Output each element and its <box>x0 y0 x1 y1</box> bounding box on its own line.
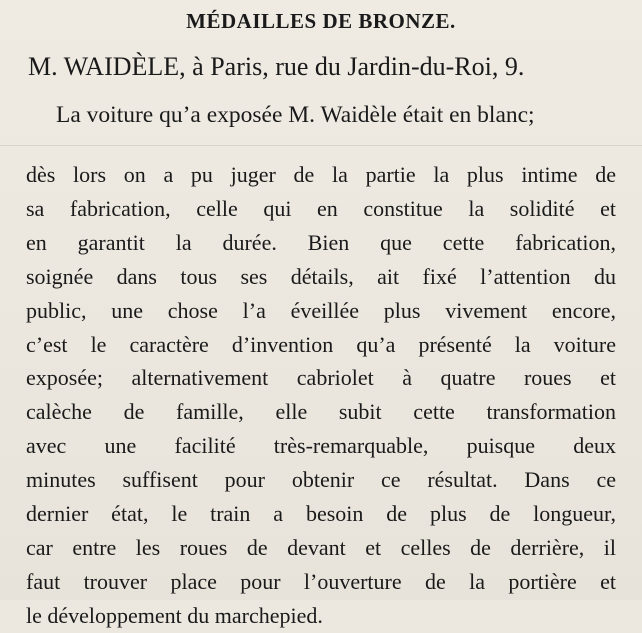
text-line: dès lors on a pu juger de la partie la plus intime de <box>26 162 616 187</box>
text-line: dernier état, le train a besoin de plus de longueur, <box>26 501 616 527</box>
intro-line: La voiture qu’a exposée M. Waidèle était en blanc; <box>56 102 535 128</box>
text-line: minutes suffisent pour obtenir ce résultat. Dans ce <box>26 467 616 493</box>
text-line: avec une facilité très-remarquable, puisque deux <box>26 433 616 459</box>
body-paragraph <box>26 158 616 633</box>
text-line: calèche de famille, elle subit cette transformation <box>26 399 616 425</box>
text-line: car entre les roues de devant et celles de derrière, il <box>26 534 616 560</box>
text-line: c’est le caractère d’invention qu’a présenté la voiture <box>26 331 616 357</box>
section-heading: MÉDAILLES DE BRONZE. <box>186 9 456 33</box>
page-fold <box>0 145 642 146</box>
exhibitor-entry: M. WAIDÈLE, à Paris, rue du Jardin-du-Roi, 9. <box>28 52 525 81</box>
text-line: faut trouver place pour l’ouverture de la portière et <box>26 568 616 594</box>
text-line: soignée dans tous ses détails, ait fixé l’attention du <box>26 263 616 289</box>
text-line: le développement du marchepied. <box>26 602 323 628</box>
text-line: exposée; alternativement cabriolet à quatre roues et <box>26 365 616 391</box>
text-line: en garantit la durée. Bien que cette fabrication, <box>26 229 616 255</box>
text-line: public, une chose l’a éveillée plus vivement encore, <box>26 297 616 323</box>
text-line: sa fabrication, celle qui en constitue la solidité et <box>26 195 616 221</box>
